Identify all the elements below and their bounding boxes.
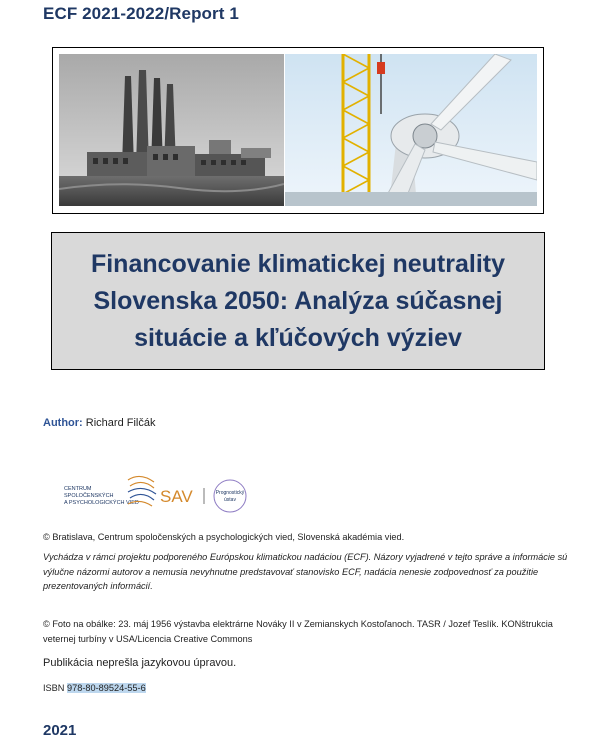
- wind-turbine-photo: [285, 54, 537, 206]
- isbn-value: 978-80-89524-55-6: [67, 683, 146, 693]
- sav-text: SAV: [160, 487, 193, 506]
- report-title: Financovanie klimatickej neutrality Slovenska 2050: Analýza súčasnej situácie a kľúčových výziev: [90, 249, 506, 352]
- language-note: Publikácia neprešla jazykovou úpravou.: [43, 657, 237, 669]
- cover-image-frame: [52, 47, 544, 214]
- photo-credit: © Foto na obálke: 23. máj 1956 výstavba elektrárne Nováky II v Zemianskych Kostoľanoch. TASR / Jozef Teslík. KONštrukcia veternej turbíny v USA/Licencia Creative Commons: [43, 619, 553, 644]
- funding-statement: Vychádza v rámci projektu podporeného Európskou klimatickou nadáciou (ECF). Názory vyjadrené v tejto správe a informácie sú výlučne názormi autorov a nemusia nevyhnutne predstavovať stanovisko ECF, nadácia nenesie zodpovednosť za použitie prezentovaných informácií.: [43, 552, 568, 591]
- centrum-line-2: SPOLOČENSKÝCH: [64, 493, 114, 499]
- copyright-line: © Bratislava, Centrum spoločenských a psychologických vied, Slovenská akadémia vied.: [43, 532, 405, 542]
- institution-logos: [62, 472, 292, 520]
- title-box: [51, 232, 545, 370]
- isbn-label: ISBN: [43, 683, 65, 693]
- prognosticky-line-1: Prognostický: [215, 490, 245, 496]
- power-plant-photo: [59, 54, 284, 206]
- author-label: Author:: [43, 417, 83, 429]
- centrum-sav-logo: [62, 472, 292, 520]
- prognosticky-ustav-icon: [214, 480, 246, 512]
- isbn-line: [43, 681, 146, 696]
- report-id: ECF 2021-2022/Report 1: [43, 4, 239, 23]
- centrum-line-3: A PSYCHOLOGICKÝCH VIED: [64, 500, 139, 506]
- prognosticky-line-2: ústav: [224, 497, 236, 503]
- centrum-line-1: CENTRUM: [64, 486, 92, 492]
- author-line: [43, 417, 155, 429]
- publication-year: 2021: [43, 722, 77, 739]
- author-name: Richard Filčák: [85, 417, 156, 429]
